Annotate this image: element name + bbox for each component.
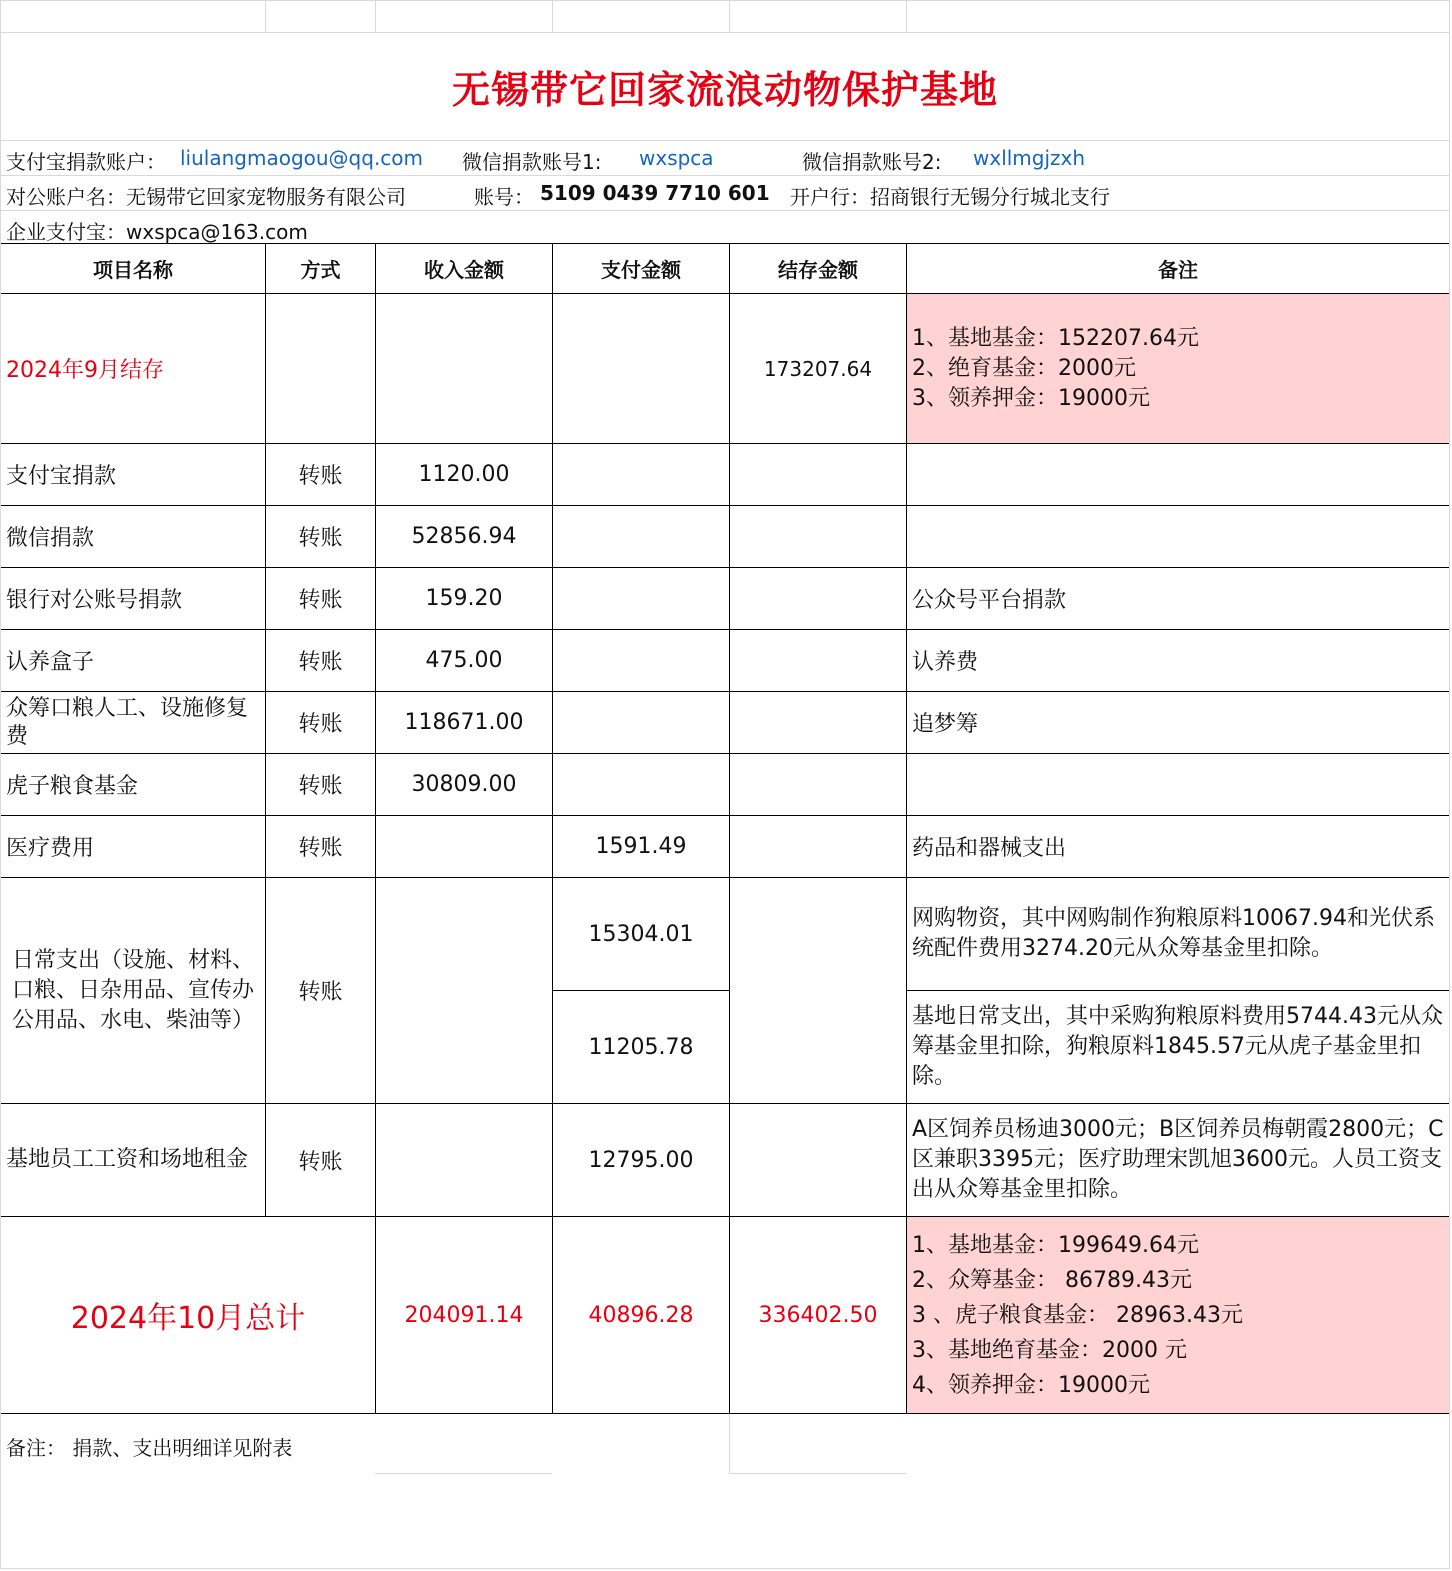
grid-line bbox=[729, 1414, 730, 1474]
total-note bbox=[907, 1217, 1450, 1414]
top-empty-row bbox=[0, 0, 1450, 33]
row-payment bbox=[553, 754, 730, 816]
row-payment: 11205.78 bbox=[553, 991, 730, 1104]
row-name: 虎子粮食基金 bbox=[1, 754, 266, 816]
table-row bbox=[1, 1104, 1450, 1217]
table-row bbox=[1, 754, 1450, 816]
row-name: 认养盒子 bbox=[1, 630, 266, 692]
row-income bbox=[376, 294, 553, 444]
header-name: 项目名称 bbox=[1, 244, 266, 294]
page-title: 无锡带它回家流浪动物保护基地 bbox=[0, 32, 1450, 141]
row-method: 转账 bbox=[266, 754, 376, 816]
header-payment: 支付金额 bbox=[553, 244, 730, 294]
corp-alipay: 企业支付宝：wxspca@163.com bbox=[6, 220, 308, 244]
row-method: 转账 bbox=[266, 816, 376, 878]
donation-accounts-row bbox=[0, 140, 1450, 176]
row-balance bbox=[730, 630, 907, 692]
row-income: 30809.00 bbox=[376, 754, 553, 816]
row-method: 转账 bbox=[266, 444, 376, 506]
row-income: 1120.00 bbox=[376, 444, 553, 506]
grid-line bbox=[375, 1473, 552, 1474]
row-note bbox=[907, 444, 1450, 506]
row-name: 日常支出（设施、材料、口粮、日杂用品、宣传办公用品、水电、柴油等） bbox=[1, 878, 266, 1104]
row-name: 2024年9月结存 bbox=[1, 294, 266, 444]
row-payment bbox=[553, 568, 730, 630]
wechat1-account[interactable]: wxspca bbox=[639, 146, 714, 170]
row-balance bbox=[730, 444, 907, 506]
note-line: 1、基地基金：152207.64元 bbox=[912, 325, 1199, 351]
row-note: 追梦筹 bbox=[907, 692, 1450, 754]
grid-line bbox=[906, 0, 907, 32]
row-income bbox=[376, 878, 553, 1104]
row-note: 网购物资，其中网购制作狗粮原料10067.94和光伏系统配件费用3274.20元从众筹基金里扣除。 bbox=[907, 878, 1450, 991]
row-payment: 1591.49 bbox=[553, 816, 730, 878]
row-note: 药品和器械支出 bbox=[907, 816, 1450, 878]
row-method: 转账 bbox=[266, 692, 376, 754]
alipay-label: 支付宝捐款账户： bbox=[6, 150, 166, 174]
table-row bbox=[1, 294, 1450, 444]
row-note: 公众号平台捐款 bbox=[907, 568, 1450, 630]
row-method: 转账 bbox=[266, 506, 376, 568]
corp-alipay-row bbox=[0, 210, 1450, 243]
note-line: 3 、虎子粮食基金： 28963.43元 bbox=[912, 1302, 1243, 1328]
row-payment bbox=[553, 692, 730, 754]
row-note: 基地日常支出，其中采购狗粮原料费用5744.43元从众筹基金里扣除，狗粮原料1845.57元从虎子基金里扣除。 bbox=[907, 991, 1450, 1104]
table-row bbox=[1, 816, 1450, 878]
row-method: 转账 bbox=[266, 630, 376, 692]
table-row bbox=[1, 630, 1450, 692]
footer-note: 备注： 捐款、支出明细详见附表 bbox=[6, 1436, 293, 1460]
grid-line bbox=[552, 0, 553, 32]
total-name: 2024年10月总计 bbox=[1, 1217, 376, 1414]
row-method bbox=[266, 294, 376, 444]
header-balance: 结存金额 bbox=[730, 244, 907, 294]
header-method: 方式 bbox=[266, 244, 376, 294]
note-line: 1、基地基金：199649.64元 bbox=[912, 1232, 1199, 1258]
account-number: 5109 0439 7710 601 bbox=[540, 181, 770, 205]
row-payment: 12795.00 bbox=[553, 1104, 730, 1217]
row-balance bbox=[730, 506, 907, 568]
corp-account-name: 对公账户名：无锡带它回家宠物服务有限公司 bbox=[6, 185, 406, 209]
grid-line bbox=[265, 0, 266, 32]
row-note: A区饲养员杨迪3000元；B区饲养员梅朝霞2800元；C区兼职3395元；医疗助理宋凯旭3600元。人员工资支出从众筹基金里扣除。 bbox=[907, 1104, 1450, 1217]
row-payment bbox=[553, 630, 730, 692]
row-income: 475.00 bbox=[376, 630, 553, 692]
table-row bbox=[1, 506, 1450, 568]
row-income: 52856.94 bbox=[376, 506, 553, 568]
finance-table bbox=[0, 243, 1450, 1414]
note-line: 2、绝育基金：2000元 bbox=[912, 355, 1136, 381]
total-balance: 336402.50 bbox=[730, 1217, 907, 1414]
row-balance bbox=[730, 878, 907, 1104]
row-balance bbox=[730, 1104, 907, 1217]
table-header-row bbox=[1, 244, 1450, 294]
wechat2-account[interactable]: wxllmgjzxh bbox=[973, 146, 1086, 170]
row-income bbox=[376, 1104, 553, 1217]
row-name: 众筹口粮人工、设施修复费 bbox=[1, 692, 266, 754]
table-row bbox=[1, 878, 1450, 991]
bank-name: 开户行：招商银行无锡分行城北支行 bbox=[790, 185, 1110, 209]
row-method: 转账 bbox=[266, 568, 376, 630]
grid-line bbox=[729, 0, 730, 32]
row-method: 转账 bbox=[266, 1104, 376, 1217]
grid-line bbox=[552, 1473, 729, 1474]
grid-line bbox=[375, 0, 376, 32]
row-name: 支付宝捐款 bbox=[1, 444, 266, 506]
table-row bbox=[1, 568, 1450, 630]
total-income: 204091.14 bbox=[376, 1217, 553, 1414]
row-income: 118671.00 bbox=[376, 692, 553, 754]
row-balance bbox=[730, 754, 907, 816]
wechat2-label: 微信捐款账号2: bbox=[802, 150, 942, 174]
row-balance: 173207.64 bbox=[730, 294, 907, 444]
total-payment: 40896.28 bbox=[553, 1217, 730, 1414]
row-payment bbox=[553, 444, 730, 506]
header-income: 收入金额 bbox=[376, 244, 553, 294]
row-note bbox=[907, 506, 1450, 568]
table-row bbox=[1, 444, 1450, 506]
wechat1-label: 微信捐款账号1: bbox=[462, 150, 602, 174]
row-name: 基地员工工资和场地租金 bbox=[1, 1104, 266, 1217]
row-note bbox=[907, 754, 1450, 816]
note-line: 3、基地绝育基金：2000 元 bbox=[912, 1337, 1187, 1363]
row-payment bbox=[553, 506, 730, 568]
row-income: 159.20 bbox=[376, 568, 553, 630]
note-line: 4、领养押金：19000元 bbox=[912, 1372, 1150, 1398]
table-row bbox=[1, 692, 1450, 754]
row-payment bbox=[553, 294, 730, 444]
grid-line bbox=[729, 1473, 906, 1474]
row-balance bbox=[730, 816, 907, 878]
row-balance bbox=[730, 692, 907, 754]
alipay-account[interactable]: liulangmaogou@qq.com bbox=[180, 146, 424, 170]
account-label: 账号： bbox=[474, 185, 534, 209]
table-row-total bbox=[1, 1217, 1450, 1414]
row-income bbox=[376, 816, 553, 878]
row-name: 医疗费用 bbox=[1, 816, 266, 878]
row-name: 银行对公账号捐款 bbox=[1, 568, 266, 630]
row-method: 转账 bbox=[266, 878, 376, 1104]
footer-note-row bbox=[0, 1414, 1450, 1474]
row-payment: 15304.01 bbox=[553, 878, 730, 991]
row-note bbox=[907, 294, 1450, 444]
header-note: 备注 bbox=[907, 244, 1450, 294]
row-name: 微信捐款 bbox=[1, 506, 266, 568]
note-line: 3、领养押金：19000元 bbox=[912, 385, 1150, 411]
row-balance bbox=[730, 568, 907, 630]
row-note: 认养费 bbox=[907, 630, 1450, 692]
corporate-account-row bbox=[0, 175, 1450, 211]
note-line: 2、众筹基金： 86789.43元 bbox=[912, 1267, 1192, 1293]
